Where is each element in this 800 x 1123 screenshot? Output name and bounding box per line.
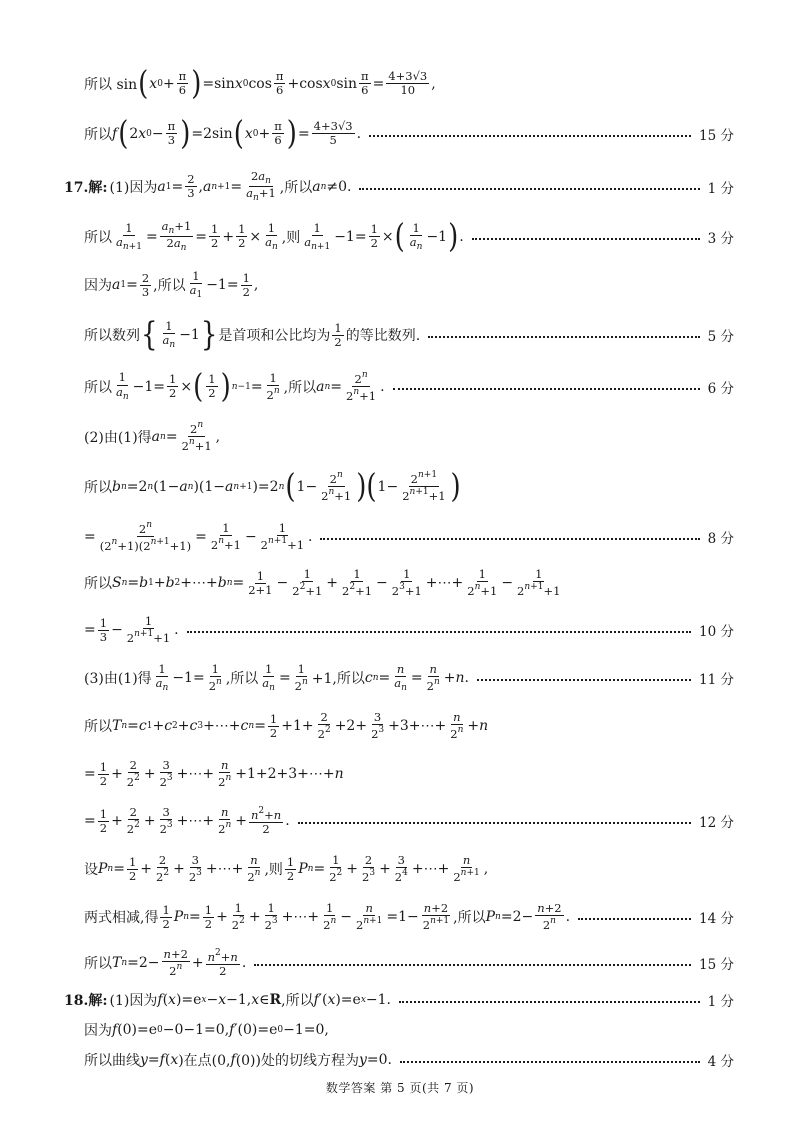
dot-leader xyxy=(399,1001,700,1003)
dot-leader xyxy=(359,188,699,190)
solution-line-13: (3)由(1)得 $\frac{1}{a_n}$ −1= $\frac{1}{2^n}$ ,所以 $\frac{1}{a_n}$ = $\frac{1}{2^n}$ +1,所以 c n = $\frac{n}{a_n}$ = $\frac{n}{2^n}$ + n . 11 分 xyxy=(84,662,734,694)
score-label: 14 分 xyxy=(699,911,734,928)
dot-leader xyxy=(477,679,691,681)
solution-line-12: = $\frac{1}{3}$ − $\frac{1}{2^{n+1}+1}$ . 10 分 xyxy=(84,614,734,646)
solution-line-21: 因为 f (0)=e 0 −0−1=0, f ′(0)=e 0 −1=0, xyxy=(84,1022,329,1039)
solution-line-22: 所以曲线 y = f ( x )在点(0, f (0))处的切线方程为 y =0. 4 分 xyxy=(84,1052,734,1070)
solution-line-7: 所以 $\frac{1}{a_n}$ −1= $\frac{1}{2}$ × ( $\frac{1}{2}$ ) n−1 = $\frac{1}{2^n}$ ,所以 a n = $\frac{2^n}{2^n+1}$ . 6 分 xyxy=(84,367,734,406)
score-label: 12 分 xyxy=(699,815,734,832)
solution-line-16: = $\frac{1}{2}$ + $\frac{2}{2^2}$ + $\frac{3}{2^3}$ +⋯+ $\frac{n}{2^n}$ + $\frac{n^2+n}{2}$ . 12 分 xyxy=(84,805,734,837)
solution-line-9: 所以 b n =2 n (1− a n )(1− a n+1 )=2 n ( 1− $\frac{2^n}{2^n+1}$ )( 1− $\frac{2^{n+1}}{2^{n+1}+1}$ ) xyxy=(84,467,461,506)
solution-line-17: 设 P n = $\frac{1}{2}$ + $\frac{2}{2^2}$ + $\frac{3}{2^3}$ +⋯+ $\frac{n}{2^n}$ ,则 $\frac{1}{2}$ P n = $\frac{1}{2^2}$ + $\frac{2}{2^3}$ + $\frac{3}{2^4}$ +⋯+ $\frac{n}{2^{n+1}}$ , xyxy=(84,853,489,885)
dot-leader xyxy=(393,388,700,390)
score-label: 3 分 xyxy=(707,230,734,247)
problem-18-header: 18.解: (1)因为 f ( x )=e x − x −1, x ∈ R ,所以 f ′( x )=e x −1. 1 分 xyxy=(64,992,734,1010)
dot-leader xyxy=(298,822,691,824)
dot-leader xyxy=(472,238,700,240)
solution-line-15: = $\frac{1}{2}$ + $\frac{2}{2^2}$ + $\frac{3}{2^3}$ +⋯+ $\frac{n}{2^n}$ +1+2+3+⋯+ n xyxy=(84,758,344,790)
solution-line-2: 所以 f ( 2 x 0 − $\frac{\pi}{3}$ ) =2sin ( x 0 + $\frac{\pi}{6}$ ) = $\frac{4+3√3}{5}$ . 15 分 xyxy=(84,114,734,153)
score-label: 4 分 xyxy=(707,1054,734,1070)
solution-line-18: 两式相减,得 $\frac{1}{2}$ P n = $\frac{1}{2}$ + $\frac{1}{2^2}$ + $\frac{1}{2^3}$ +⋯+ $\frac{1}{2^n}$ − $\frac{n}{2^{n+1}}$ =1− $\frac{n+2}{2^{n+1}}$ ,所以 P n =2− $\frac{n+2}{2^n}$ . 14 分 xyxy=(84,901,734,933)
solution-line-10: = $\frac{2^n}{(2^n+1)(2^{n+1}+1)}$ = $\frac{1}{2^n+1}$ − $\frac{1}{2^{n+1}+1}$ . 8 分 xyxy=(84,520,734,554)
dot-leader xyxy=(400,1061,700,1063)
dot-leader xyxy=(187,631,691,633)
page-footer: 数学答案 第 5 页(共 7 页) xyxy=(325,1081,475,1095)
solution-line-6: 所以数列 { $\frac{1}{a_n}$ −1 } 是首项和公比均为 $\frac{1}{2}$ 的等比数列. 5 分 xyxy=(84,316,734,355)
score-label: 15 分 xyxy=(699,127,734,144)
dot-leader xyxy=(320,538,699,540)
score-label: 6 分 xyxy=(707,380,734,397)
dot-leader xyxy=(369,135,691,137)
solution-line-19: 所以 T n =2− $\frac{n+2}{2^n}$ + $\frac{n^2+n}{2}$ . 15 分 xyxy=(84,947,734,979)
solution-line-14: 所以 T n = c 1 + c 2 + c 3 +⋯+ c n = $\frac{1}{2}$ +1+ $\frac{2}{2^2}$ +2+ $\frac{3}{2^3}$ +3+⋯+ $\frac{n}{2^n}$ + n xyxy=(84,710,489,742)
solution-line-11: 所以 S n = b 1 + b 2 +⋯+ b n = $\frac{1}{2+1}$ − $\frac{1}{2^2+1}$ + $\frac{1}{2^2+1}$ − $\frac{1}{2^3+1}$ +⋯+ $\frac{1}{2^n+1}$ − $\frac{1}{2^{n+1}+1}$ xyxy=(84,567,561,599)
problem-17-header: 17.解: (1)因为 a 1 = $\frac{2}{3}$ , a n+1 = $\frac{2a_n}{a_n+1}$ ,所以 a n ≠0. 1 分 xyxy=(64,169,734,204)
solution-line-8: (2)由(1)得 a n = $\frac{2^n}{2^n+1}$ , xyxy=(84,420,221,454)
score-label: 1 分 xyxy=(707,994,734,1010)
score-label: 11 分 xyxy=(699,672,734,689)
solution-line-4: 所以 $\frac{1}{a_{n+1}}$ = $\frac{a_n+1}{2a_n}$ = $\frac{1}{2}$ + $\frac{1}{2}$ × $\frac{1}{a_n}$ ,则 $\frac{1}{a_{n+1}}$ −1= $\frac{1}{2}$ × ( $\frac{1}{a_n}$ −1 ) . 3 分 xyxy=(84,218,734,256)
score-label: 5 分 xyxy=(707,329,734,346)
dot-leader xyxy=(578,918,691,920)
dot-leader xyxy=(428,336,699,338)
score-label: 8 分 xyxy=(707,530,734,547)
dot-leader xyxy=(254,964,691,966)
solution-line-5: 因为 a 1 = $\frac{2}{3}$ ,所以 $\frac{1}{a_1}$ −1= $\frac{1}{2}$ , xyxy=(84,269,259,301)
score-label: 15 分 xyxy=(699,957,734,974)
score-label: 10 分 xyxy=(699,624,734,641)
solution-line-1: 所以 sin ( x 0 + $\frac{\pi}{6}$ ) =sin x 0 cos $\frac{\pi}{6}$ +cos x 0 sin $\frac{\pi}{6}$ = $\frac{4+3√3}{10}$ , xyxy=(84,64,436,103)
score-label: 1 分 xyxy=(707,180,734,197)
